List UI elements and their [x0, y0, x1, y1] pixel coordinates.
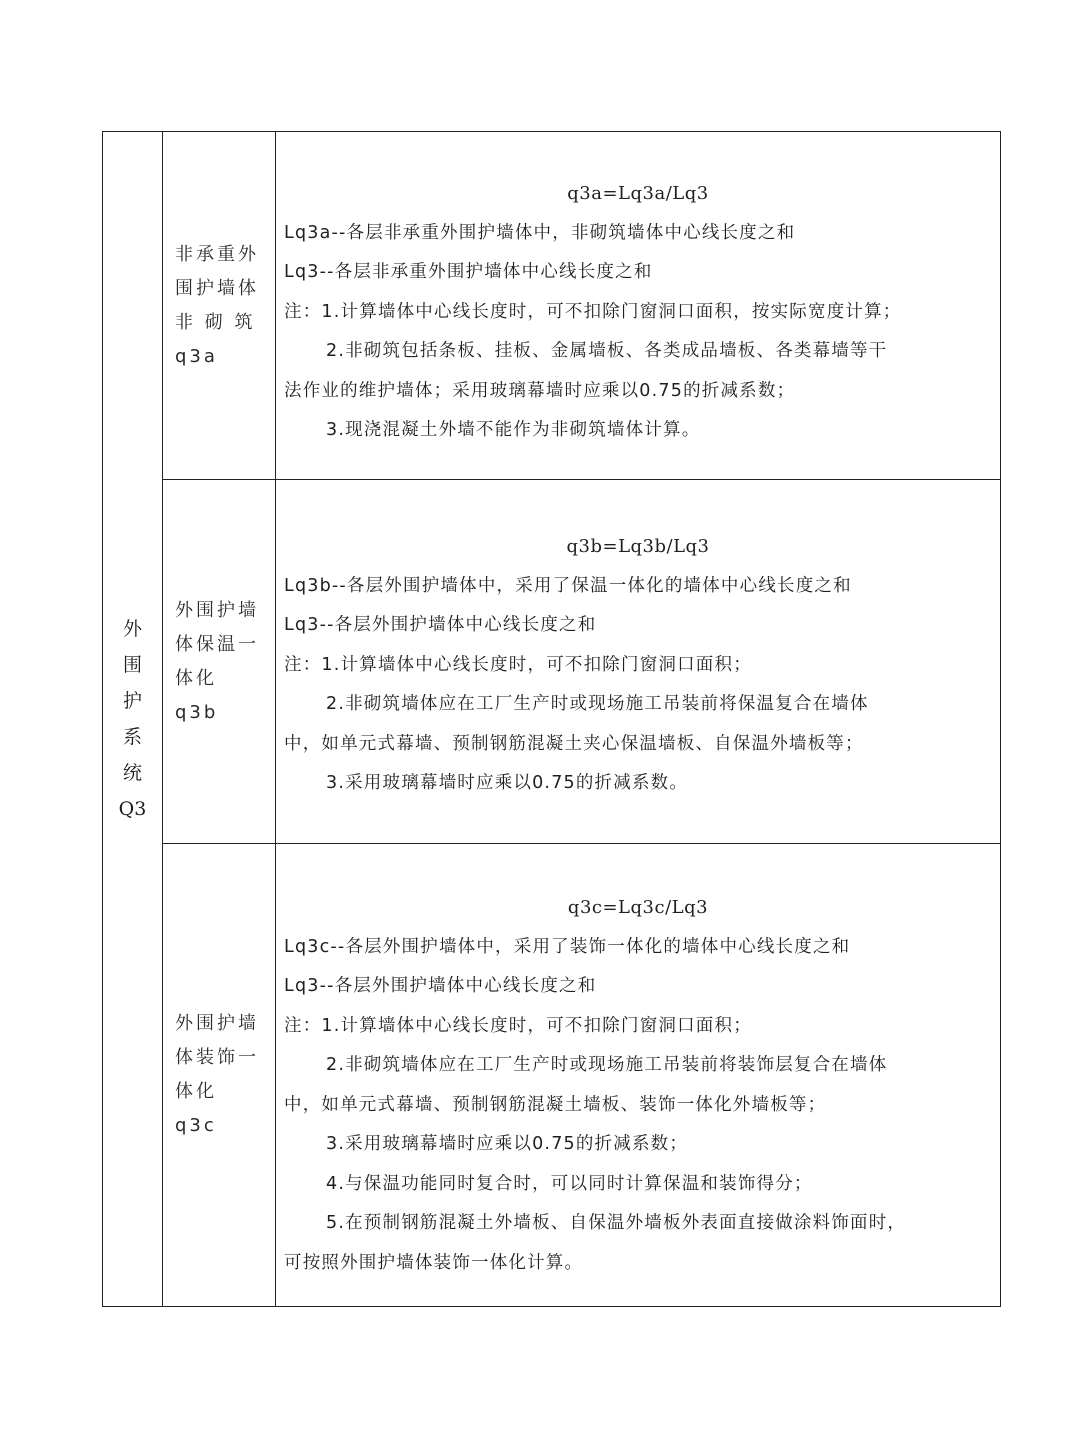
- system-label: 外 围 护 系 统: [122, 618, 142, 784]
- item-label: 外围护墙 体装饰一 体化 q3c: [175, 1013, 259, 1136]
- item-content: [284, 480, 992, 804]
- formula: q3a=Lq3a/Lq3: [567, 183, 709, 204]
- note-line: 4.与保温功能同时复合时，可以同时计算保温和装饰得分；: [326, 1173, 813, 1194]
- item-content-cell: [276, 132, 1001, 480]
- item-content-cell: [276, 480, 1001, 844]
- formula: q3c=Lq3c/Lq3: [567, 897, 709, 918]
- note-line: 2.非砌筑墙体应在工厂生产时或现场施工吊装前将保温复合在墙体: [326, 694, 869, 714]
- definition-line: Lq3c--各层外围护墙体中，采用了装饰一体化的墙体中心线长度之和: [284, 936, 851, 957]
- definition-line: Lq3--各层非承重外围护墙体中心线长度之和: [284, 262, 653, 282]
- note-line: 2.非砌筑包括条板、挂板、金属墙板、各类成品墙板、各类幕墙等干: [326, 341, 888, 361]
- definition-line: Lq3--各层外围护墙体中心线长度之和: [284, 615, 597, 635]
- system-code: Q3: [118, 798, 147, 820]
- definition-line: Lq3--各层外围护墙体中心线长度之和: [284, 976, 597, 996]
- spec-table: [102, 131, 1001, 1307]
- note-line: 3.现浇混凝土外墙不能作为非砌筑墙体计算。: [326, 420, 701, 440]
- note-continuation: 中，如单元式幕墙、预制钢筋混凝土夹心保温墙板、自保温外墙板等；: [284, 733, 864, 754]
- note-line: 3.采用玻璃幕墙时应乘以0.75的折减系数。: [326, 773, 689, 793]
- definition-line: Lq3b--各层外围护墙体中，采用了保温一体化的墙体中心线长度之和: [284, 575, 852, 596]
- note-line: 5.在预制钢筋混凝土外墙板、自保温外墙板外表面直接做涂料饰面时，: [326, 1213, 907, 1233]
- item-label: 外围护墙 体保温一 体化 q3b: [175, 599, 259, 723]
- table-row: [103, 844, 1001, 1307]
- item-content-cell: [276, 844, 1001, 1307]
- table-row: [103, 480, 1001, 844]
- item-label: 非承重外 围护墙体 非 砌 筑 q3a: [175, 243, 259, 367]
- item-label-cell: [163, 480, 276, 844]
- note-line: 3.采用玻璃幕墙时应乘以0.75的折减系数；: [326, 1134, 689, 1154]
- note-continuation: 法作业的维护墙体；采用玻璃幕墙时应乘以0.75的折减系数；: [284, 380, 796, 401]
- note-line: 注：1.计算墙体中心线长度时，可不扣除门窗洞口面积；: [284, 654, 752, 675]
- formula: q3b=Lq3b/Lq3: [566, 536, 710, 557]
- item-content: [284, 132, 992, 451]
- note-continuation: 可按照外围护墙体装饰一体化计算。: [284, 1252, 584, 1273]
- note-continuation: 中，如单元式幕墙、预制钢筋混凝土墙板、装饰一体化外墙板等；: [284, 1094, 827, 1115]
- item-content: [284, 844, 992, 1283]
- definition-line: Lq3a--各层非承重外围护墙体中，非砌筑墙体中心线长度之和: [284, 222, 796, 243]
- system-cell: [103, 132, 163, 1307]
- note-line: 注：1.计算墙体中心线长度时，可不扣除门窗洞口面积；: [284, 1015, 752, 1036]
- item-label-cell: [163, 132, 276, 480]
- table-row: [103, 132, 1001, 480]
- note-line: 注：1.计算墙体中心线长度时，可不扣除门窗洞口面积，按实际宽度计算；: [284, 301, 902, 322]
- item-label-cell: [163, 844, 276, 1307]
- note-line: 2.非砌筑墙体应在工厂生产时或现场施工吊装前将装饰层复合在墙体: [326, 1055, 888, 1075]
